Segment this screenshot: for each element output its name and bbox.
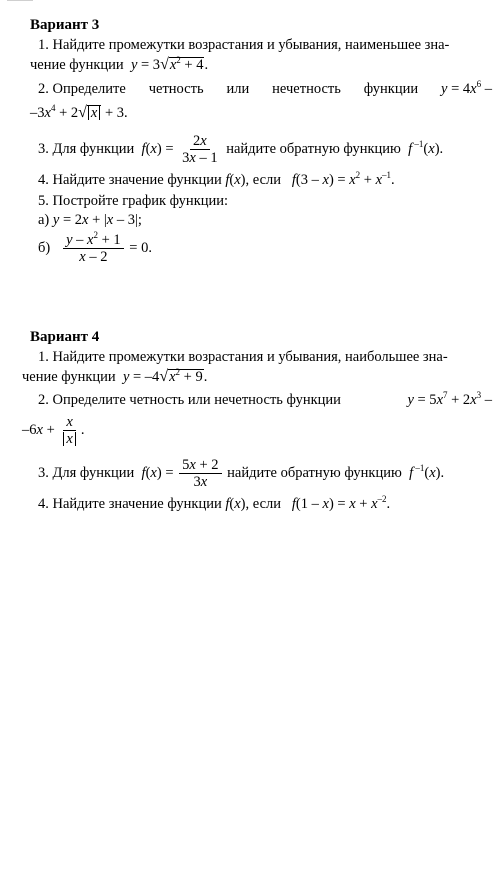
v3-task-4-text: 4. Найдите значение функции (38, 172, 222, 188)
v3-task-5: 5. Постройте график функции: (38, 193, 229, 209)
v3-task-1-formula: $y = 3√x^2 + 4$. (130, 55, 209, 73)
v4-task-3-text-2: найдите обратную функцию (227, 464, 402, 481)
v3-task-5a: а) y = 2x + |x – 3|; (38, 212, 142, 228)
v4-task-2-line-1 (30, 391, 492, 410)
v3-task-4: 4. Найдите значение функции f(x), если $f(3 - x) = x^2 + x^{-1}$. (38, 170, 395, 188)
v3-task-4-formula: $f(3 - x) = x^2 + x^{-1}$. (291, 170, 395, 188)
v3-task-5b: б) $\frac{y - x^2 + 1}{x - 2}$ = 0. (38, 230, 152, 265)
v3-task-2-word-2: четность (148, 81, 204, 97)
variant-4-title: Вариант 4 (30, 329, 100, 345)
v4-task-2-formula-a: $y = 5x^7 + 2x^3$ – (407, 390, 492, 408)
v4-task-1-text: чение функции (22, 369, 116, 385)
v3-task-2-line-1 (30, 80, 492, 99)
v3-task-1-line-1: 1. Найдите промежутки возрастания и убывания, наименьшее зна- (38, 37, 450, 53)
v3-task-3-text: 3. Для функции (38, 140, 135, 157)
v4-task-1-line-1: 1. Найдите промежутки возрастания и убывания, наибольшее зна- (38, 349, 448, 365)
v3-task-3-text-2: найдите обратную функцию (226, 140, 401, 157)
v4-task-2-text: 2. Определите четность или нечетность функции (38, 392, 341, 408)
v3-task-2-word-4: нечетность (272, 81, 341, 97)
variant-3-title: Вариант 3 (30, 17, 100, 33)
v3-task-2-word-1: 2. Определите (38, 81, 126, 97)
v3-task-3-formula: f(x) = $\frac{2x}{3x - 1}$ (141, 133, 218, 166)
v3-task-2-word-3: или (226, 81, 250, 97)
variant-3 (30, 16, 492, 265)
v4-task-4-text: 4. Найдите значение функции (38, 496, 222, 512)
v4-task-2-line-2: –6x + $\frac{x}{x}$ . (22, 414, 85, 447)
v3-task-3: 3. Для функции f(x) = $\frac{2x}{3x - 1}$ найдите обратную функцию f $^{-1}$(x). (38, 133, 444, 166)
v3-task-2-line-2: $-3x^4 + 2√$ x + 3. (30, 103, 128, 121)
v4-task-4-formula: $f(1 - x) = x + x^{-2}$. (291, 494, 391, 512)
v4-task-3-text: 3. Для функции (38, 464, 135, 481)
v3-task-2-formula-a: $y = 4x^6$ – (441, 79, 492, 97)
top-border-line (7, 0, 33, 1)
v3-task-1-line-2 (30, 55, 492, 75)
v3-task-1-text: чение функции (30, 57, 124, 73)
v4-task-1-formula: $y = -4√x^2 + 9$. (122, 367, 208, 385)
v4-task-1-line-2 (22, 367, 492, 387)
v4-task-3: 3. Для функции f(x) = $\frac{5x + 2}{3x}$ найдите обратную функцию f $^{-1}$(x). (38, 457, 445, 490)
v4-task-4: 4. Найдите значение функции f(x), если $f(1 - x) = x + x^{-2}$. (38, 494, 391, 512)
v3-task-2-word-5: функции (363, 81, 419, 97)
variant-4 (22, 328, 492, 514)
v4-task-3-formula: f(x) = $\frac{5x + 2}{3x}$ (138, 465, 224, 481)
